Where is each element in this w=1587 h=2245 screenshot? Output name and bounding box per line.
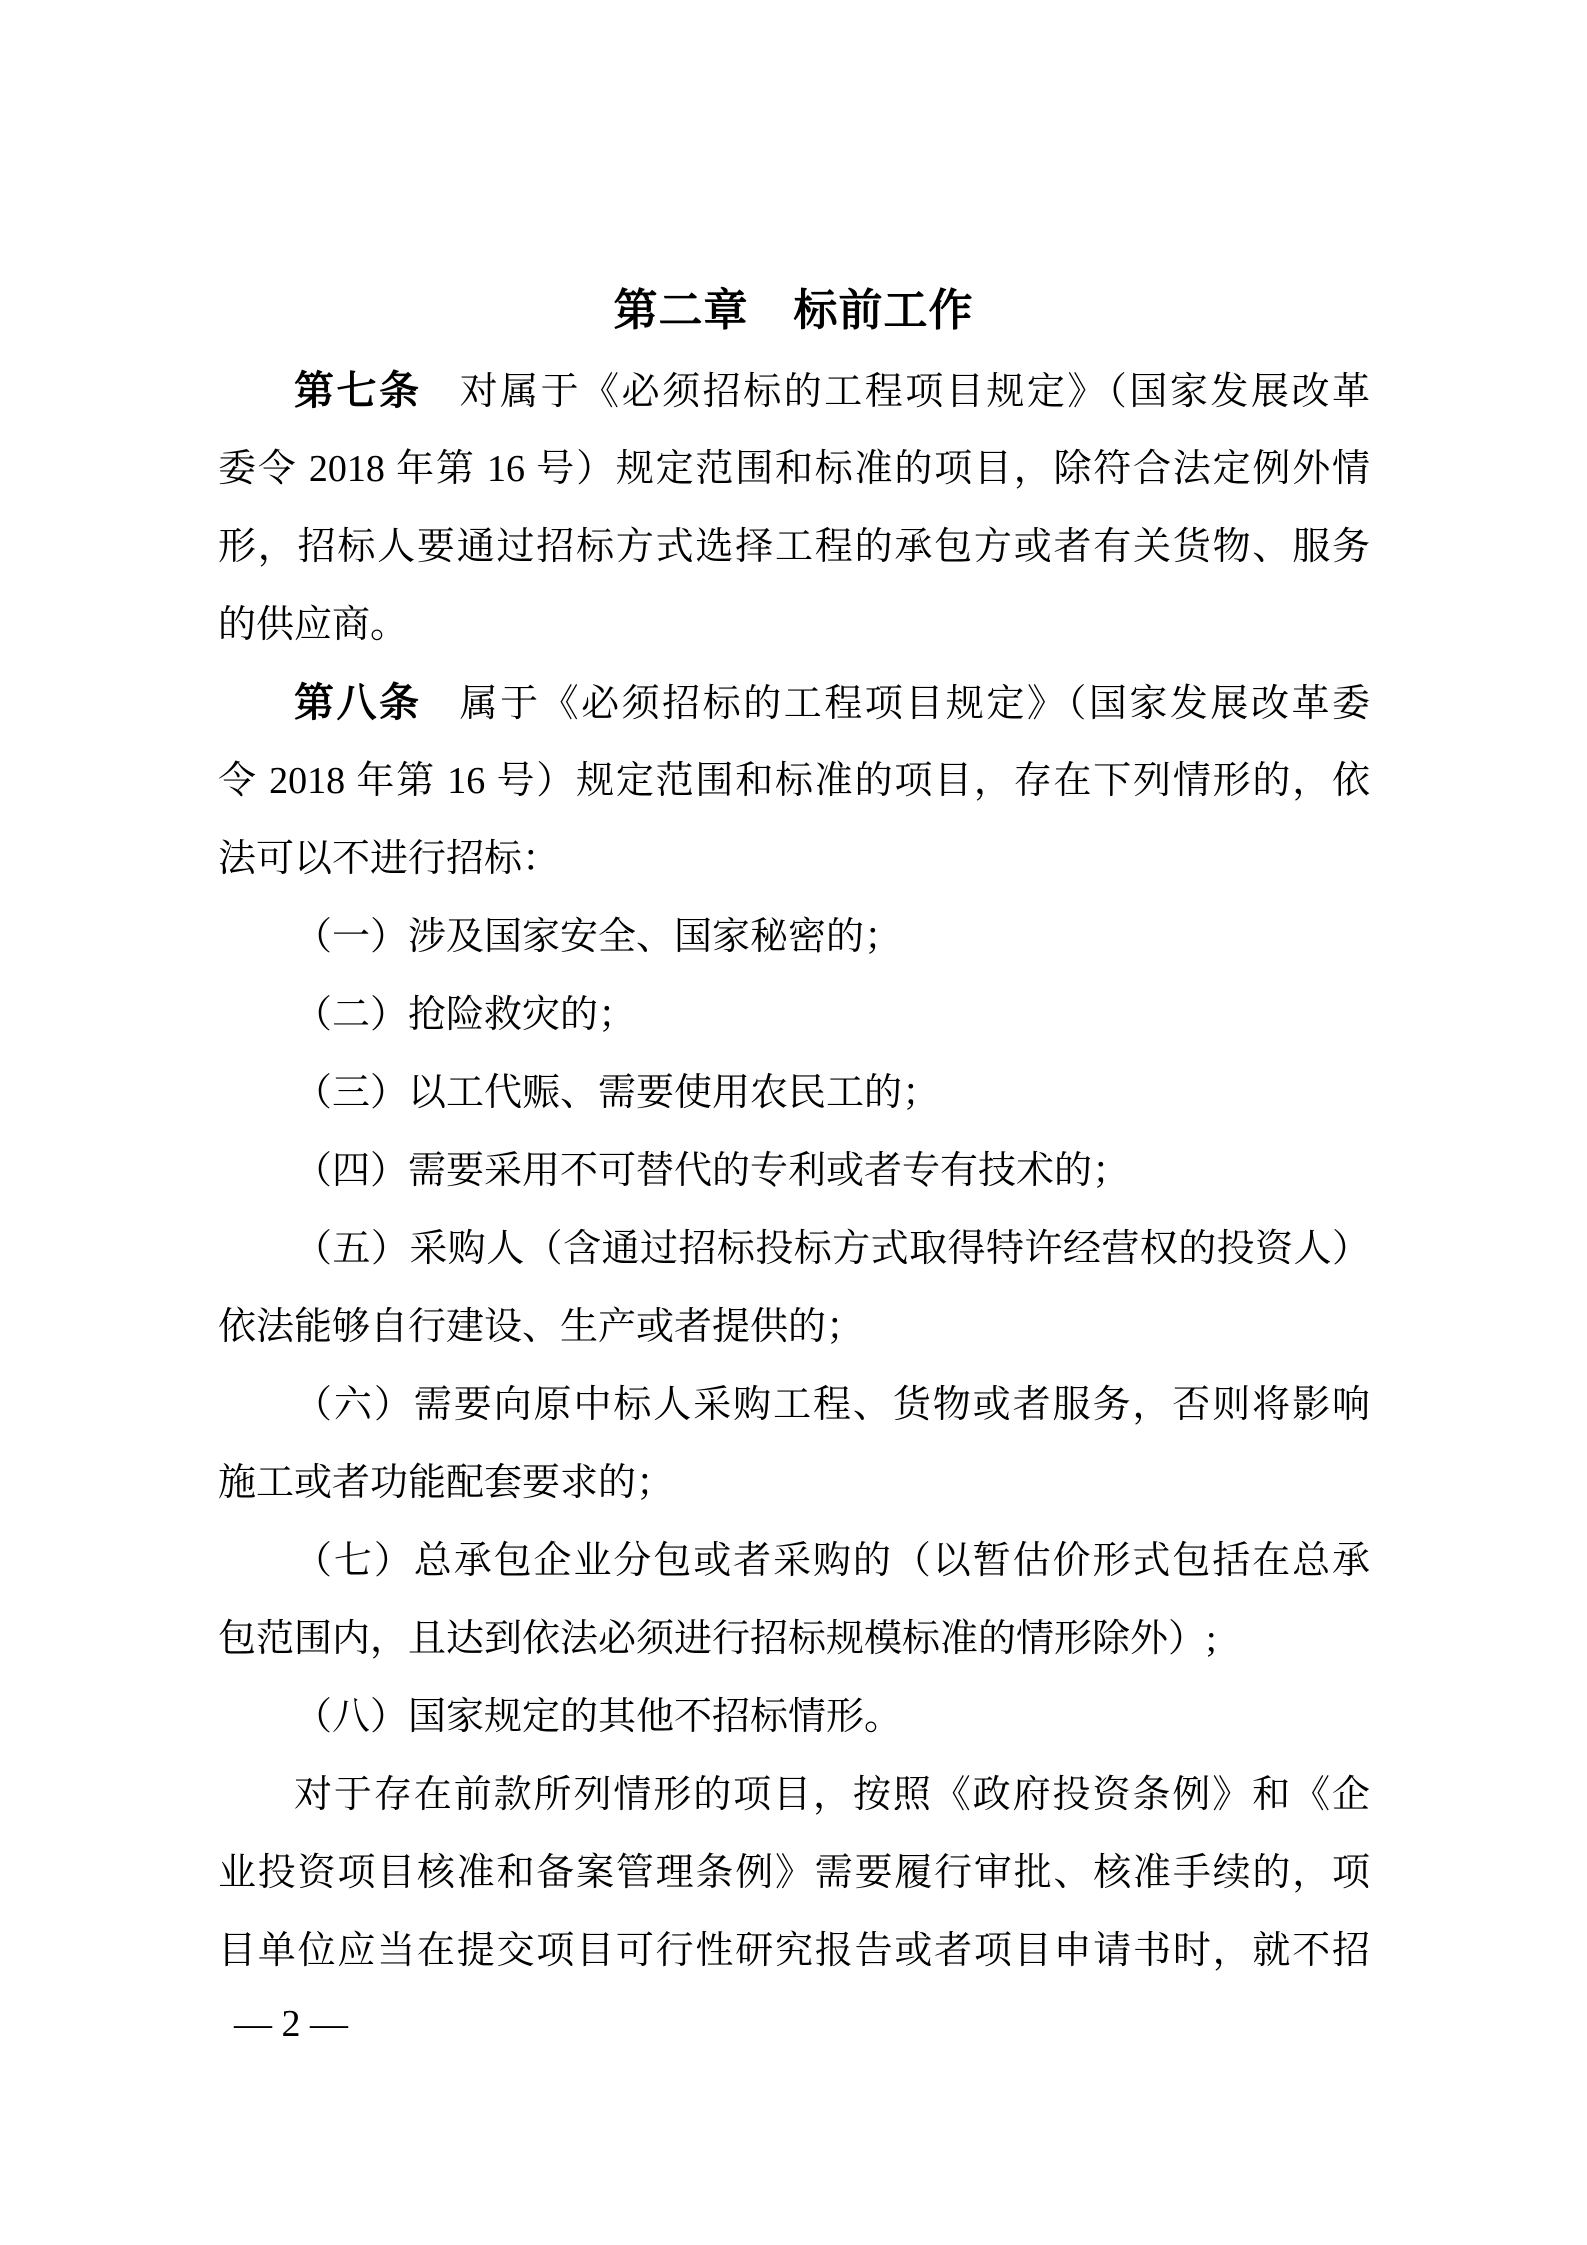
exemption-item-8: （八）国家规定的其他不招标情形。 bbox=[294, 1696, 903, 1738]
closing-paragraph-line-1: 对于存在前款所列情形的项目，按照《政府投资条例》和《企 bbox=[294, 1774, 1370, 1816]
article-8-line-3: 法可以不进行招标： bbox=[218, 838, 561, 880]
article-8-line-2: 令 2018 年第 16 号）规定范围和标准的项目，存在下列情形的，依 bbox=[218, 760, 1370, 802]
article-7-line-1-text: 对属于《必须招标的工程项目规定》（国家发展改革 bbox=[459, 371, 1370, 413]
exemption-item-5-line-1: （五）采购人（含通过招标投标方式取得特许经营权的投资人） bbox=[294, 1228, 1370, 1270]
exemption-item-7-line-2: 包范围内，且达到依法必须进行招标规模标准的情形除外）; bbox=[218, 1618, 1217, 1660]
article-7-line-4: 的供应商。 bbox=[218, 604, 409, 646]
page-number: — 2 — bbox=[234, 2003, 348, 2045]
article-8-label: 第八条 bbox=[294, 681, 422, 725]
closing-paragraph-line-3: 目单位应当在提交项目可行性研究报告或者项目申请书时，就不招 bbox=[218, 1930, 1370, 1972]
article-8-line-1 bbox=[218, 664, 1370, 742]
exemption-item-7-line-1: （七）总承包企业分包或者采购的（以暂估价形式包括在总承 bbox=[294, 1540, 1370, 1582]
document-body bbox=[218, 352, 1370, 1990]
chapter-title: 第二章 标前工作 bbox=[613, 286, 974, 335]
article-7-line-1 bbox=[218, 352, 1370, 430]
exemption-item-3: （三）以工代赈、需要使用农民工的； bbox=[294, 1072, 941, 1114]
exemption-item-5-line-2: 依法能够自行建设、生产或者提供的； bbox=[218, 1306, 865, 1348]
article-7-label: 第七条 bbox=[294, 369, 422, 413]
exemption-item-6-line-1: （六）需要向原中标人采购工程、货物或者服务，否则将影响 bbox=[294, 1384, 1370, 1426]
exemption-item-6-line-2: 施工或者功能配套要求的； bbox=[218, 1462, 675, 1504]
exemption-item-4: （四）需要采用不可替代的专利或者专有技术的； bbox=[294, 1150, 1131, 1192]
article-7-line-2: 委令 2018 年第 16 号）规定范围和标准的项目，除符合法定例外情 bbox=[218, 448, 1370, 490]
closing-paragraph-line-2: 业投资项目核准和备案管理条例》需要履行审批、核准手续的，项 bbox=[218, 1852, 1370, 1894]
exemption-item-2: （二）抢险救灾的； bbox=[294, 994, 637, 1036]
exemption-item-1: （一）涉及国家安全、国家秘密的； bbox=[294, 916, 903, 958]
article-8-line-1-text: 属于《必须招标的工程项目规定》（国家发展改革委 bbox=[459, 683, 1370, 725]
article-7-line-3: 形，招标人要通过招标方式选择工程的承包方或者有关货物、服务 bbox=[218, 526, 1370, 568]
